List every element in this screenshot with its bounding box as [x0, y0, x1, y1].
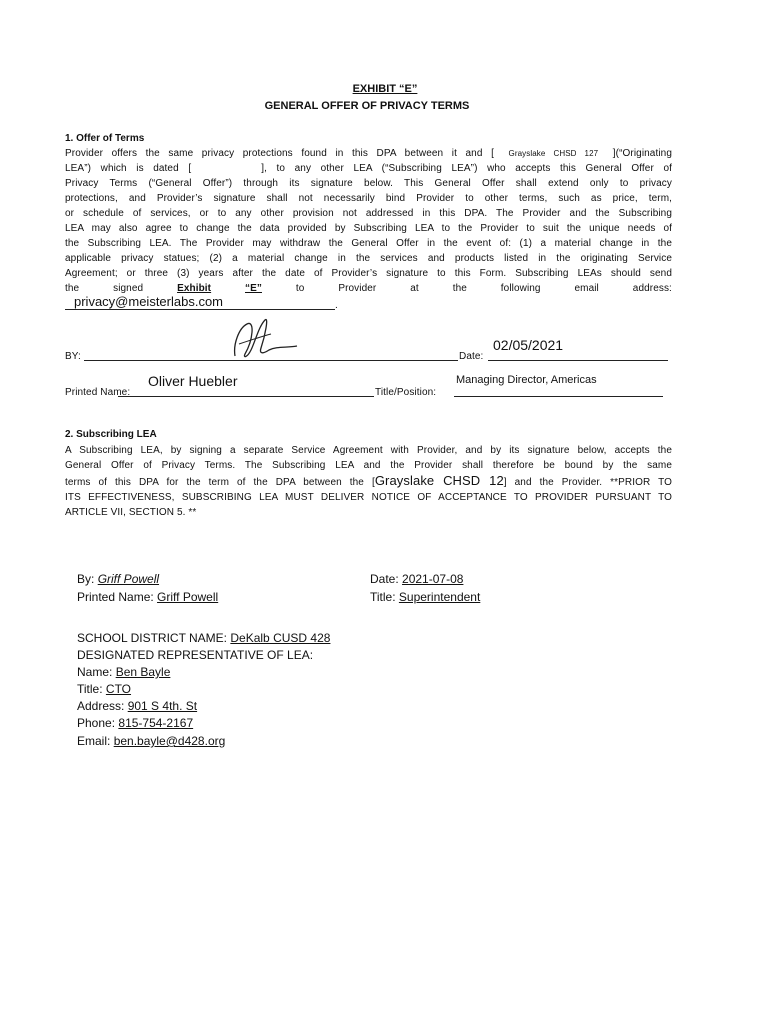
title-value: Managing Director, Americas [456, 374, 597, 386]
rep-name-label: Name: [77, 665, 113, 679]
date-value: 02/05/2021 [493, 337, 564, 353]
section1-paragraph [65, 146, 672, 296]
originating-lea-fill-2: Grayslake CHSD 12 [374, 473, 504, 488]
title-position-label: Title/Position: [375, 387, 437, 398]
section1-line: LEA may also agree to change the data provided by Subscribing LEA to the Provider to suit the unique needs of [65, 223, 672, 234]
word: Provider [338, 283, 377, 294]
section1-line: the Subscribing LEA. The Provider may withdraw the General Offer in the event of: (1) a material change in the [65, 238, 672, 249]
email-underline [65, 309, 335, 310]
word: email [574, 283, 599, 294]
word: the [452, 283, 467, 294]
by-field-label: By: [77, 572, 95, 586]
section2-line: ARTICLE VII, SECTION 5. ** [65, 507, 197, 518]
section2-heading: 2. Subscribing LEA [65, 429, 157, 440]
rep-phone-label: Phone: [77, 716, 116, 730]
rep-name-field [77, 665, 170, 679]
rep-phone-field [77, 716, 193, 730]
section2-paragraph [65, 443, 672, 520]
section2-line: A Subscribing LEA, by signing a separate Service Agreement with Provider, and by its signature below, accepts the [65, 445, 672, 456]
rep-address-label: Address: [77, 699, 125, 713]
district-field-label: SCHOOL DISTRICT NAME: [77, 631, 228, 645]
date-label: Date: [459, 351, 484, 362]
provider-signature [225, 314, 305, 364]
section1-line1 [65, 146, 672, 161]
section1-line: or schedule of services, or to any other provision not addressed in this DPA. The Provider and the Subscribing [65, 208, 672, 219]
section1-line2 [65, 161, 672, 176]
rep-title-label: Title: [77, 682, 103, 696]
district-field [77, 631, 330, 645]
section2-line: General Offer of Privacy Terms. The Subscribing LEA and the Provider shall therefore be bound by the same [65, 460, 672, 471]
word: to [295, 283, 305, 294]
date-field [370, 572, 463, 586]
originating-lea-fill: Grayslake CHSD 127 [508, 149, 599, 158]
word: following [500, 283, 541, 294]
section1-line: Agreement; or three (3) years after the date of Provider’s signature to this Form. Subscribing LEAs should send [65, 268, 672, 279]
line2-text-a: LEA”) which is dated [ [65, 163, 192, 174]
section1-heading: 1. Offer of Terms [65, 133, 145, 144]
exhibit-label: EXHIBIT “E” [352, 83, 418, 95]
title-field-value: Superintendent [398, 590, 481, 604]
word: address: [632, 283, 672, 294]
district-field-value: DeKalb CUSD 428 [230, 631, 331, 645]
printed-name-line [118, 396, 374, 397]
section1-line: applicable privacy statues; (2) a material change in the services and products listed in the originating Service [65, 253, 672, 264]
date-field-label: Date: [370, 572, 399, 586]
representative-heading: DESIGNATED REPRESENTATIVE OF LEA: [77, 648, 314, 662]
section1-line: Privacy Terms (“General Offer”) through its signature below. This General Offer shall extend only to privacy [65, 178, 672, 189]
rep-address-field [77, 699, 197, 713]
word: signed [113, 283, 144, 294]
line3-text-b: ] and the Provider. **PRIOR TO [503, 477, 672, 488]
rep-phone-value: 815-754-2167 [118, 716, 194, 730]
title-field-label: Title: [370, 590, 396, 604]
period: . [335, 300, 338, 311]
line3-text-a: terms of this DPA for the term of the DPA between the [ [65, 477, 375, 488]
date-line [488, 360, 668, 361]
rep-email-label: Email: [77, 734, 111, 748]
printed-name-field [77, 590, 218, 604]
rep-title-field [77, 682, 131, 696]
word: at [410, 283, 419, 294]
word: the [65, 283, 80, 294]
printed-name-value: Oliver Huebler [148, 373, 238, 389]
section2-line: ITS EFFECTIVENESS, SUBSCRIBING LEA MUST DELIVER NOTICE OF ACCEPTANCE TO PROVIDER PURSUANT TO [65, 492, 672, 503]
title-position-line [454, 396, 663, 397]
word: Exhibit [177, 283, 212, 294]
word: “E” [245, 283, 262, 294]
line1-text-a: Provider offers the same privacy protections found in this DPA between it and [ [65, 148, 494, 159]
rep-title-value: CTO [105, 682, 132, 696]
printed-name-label: Printed Name: [65, 387, 131, 398]
provider-email-value: privacy@meisterlabs.com [74, 294, 224, 309]
rep-name-value: Ben Bayle [115, 665, 171, 679]
signature-line [84, 360, 458, 361]
by-field-value: Griff Powell [97, 572, 160, 586]
line1-text-b: ](“Originating [612, 148, 672, 159]
page-title: GENERAL OFFER OF PRIVACY TERMS [264, 100, 470, 112]
rep-address-value: 901 S 4th. St [127, 699, 198, 713]
section1-line: protections, and Provider’s signature shall not necessarily bind Provider to other terms, such as price, term, [65, 193, 672, 204]
line2-text-b: ], to any other LEA (“Subscribing LEA”) who accepts this General Offer of [261, 163, 672, 174]
section2-line3 [65, 473, 672, 490]
printed-name-field-value: Griff Powell [157, 590, 219, 604]
date-field-value: 2021-07-08 [402, 572, 464, 586]
rep-email-value[interactable]: ben.bayle@d428.org [113, 734, 226, 748]
by-field [77, 572, 159, 586]
printed-name-field-label: Printed Name: [77, 590, 154, 604]
rep-email-field [77, 734, 225, 748]
title-field [370, 590, 480, 604]
by-label: BY: [65, 351, 81, 362]
